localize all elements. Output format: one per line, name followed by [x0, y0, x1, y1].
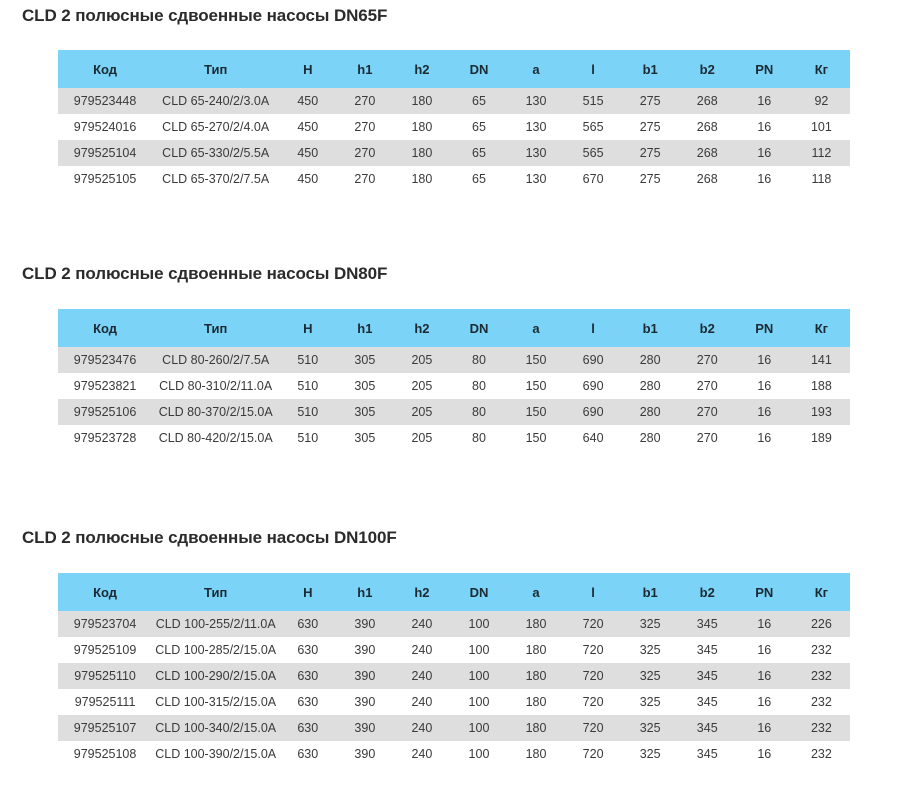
- cell-type: CLD 80-420/2/15.0A: [152, 425, 279, 451]
- table-wrapper-dn100f: [58, 573, 850, 767]
- cell-h1: 390: [336, 663, 393, 689]
- cell-DN: 65: [450, 166, 507, 192]
- table-row: [58, 399, 850, 425]
- cell-a: 180: [508, 689, 565, 715]
- cell-l: 720: [565, 741, 622, 767]
- cell-h1: 305: [336, 425, 393, 451]
- table-row: [58, 166, 850, 192]
- cell-DN: 100: [450, 689, 507, 715]
- cell-code: 979523704: [58, 611, 152, 637]
- cell-b1: 275: [622, 88, 679, 114]
- cell-b1: 280: [622, 425, 679, 451]
- th-b2: b2: [679, 573, 736, 611]
- table-row: [58, 347, 850, 373]
- cell-code: 979525104: [58, 140, 152, 166]
- cell-h1: 305: [336, 399, 393, 425]
- cell-b1: 280: [622, 373, 679, 399]
- cell-l: 690: [565, 373, 622, 399]
- section-dn65f: [0, 6, 897, 192]
- cell-DN: 80: [450, 347, 507, 373]
- th-code: Код: [58, 573, 152, 611]
- cell-b2: 345: [679, 637, 736, 663]
- th-PN: PN: [736, 309, 793, 347]
- th-h1: h1: [336, 309, 393, 347]
- header-row: [58, 50, 850, 88]
- cell-code: 979523821: [58, 373, 152, 399]
- table-body: [58, 88, 850, 192]
- cell-h1: 270: [336, 88, 393, 114]
- cell-PN: 16: [736, 347, 793, 373]
- cell-H: 630: [279, 663, 336, 689]
- cell-code: 979525109: [58, 637, 152, 663]
- cell-DN: 100: [450, 715, 507, 741]
- cell-a: 180: [508, 663, 565, 689]
- cell-h2: 240: [393, 715, 450, 741]
- cell-code: 979525106: [58, 399, 152, 425]
- th-Kr: Кг: [793, 50, 850, 88]
- cell-code: 979523448: [58, 88, 152, 114]
- cell-DN: 100: [450, 611, 507, 637]
- cell-l: 515: [565, 88, 622, 114]
- cell-Kr: 226: [793, 611, 850, 637]
- cell-H: 510: [279, 347, 336, 373]
- section-dn80f: [0, 264, 897, 451]
- cell-code: 979525111: [58, 689, 152, 715]
- th-Kr: Кг: [793, 573, 850, 611]
- cell-PN: 16: [736, 741, 793, 767]
- cell-b2: 268: [679, 140, 736, 166]
- cell-type: CLD 100-255/2/11.0A: [152, 611, 279, 637]
- cell-Kr: 118: [793, 166, 850, 192]
- cell-h1: 270: [336, 166, 393, 192]
- cell-h1: 305: [336, 373, 393, 399]
- cell-Kr: 188: [793, 373, 850, 399]
- cell-l: 640: [565, 425, 622, 451]
- cell-h2: 205: [393, 425, 450, 451]
- cell-PN: 16: [736, 373, 793, 399]
- cell-DN: 100: [450, 637, 507, 663]
- cell-l: 720: [565, 611, 622, 637]
- th-code: Код: [58, 309, 152, 347]
- th-b1: b1: [622, 573, 679, 611]
- cell-l: 565: [565, 140, 622, 166]
- table-head: [58, 573, 850, 611]
- th-b1: b1: [622, 50, 679, 88]
- cell-H: 510: [279, 425, 336, 451]
- cell-H: 510: [279, 399, 336, 425]
- cell-DN: 80: [450, 373, 507, 399]
- cell-PN: 16: [736, 637, 793, 663]
- cell-code: 979525105: [58, 166, 152, 192]
- table-row: [58, 425, 850, 451]
- section-title-dn100f: CLD 2 полюсные сдвоенные насосы DN100F: [22, 528, 397, 547]
- cell-H: 450: [279, 140, 336, 166]
- cell-DN: 65: [450, 88, 507, 114]
- cell-l: 565: [565, 114, 622, 140]
- cell-l: 690: [565, 347, 622, 373]
- cell-DN: 80: [450, 399, 507, 425]
- th-l: l: [565, 573, 622, 611]
- cell-H: 630: [279, 715, 336, 741]
- cell-type: CLD 80-370/2/15.0A: [152, 399, 279, 425]
- cell-PN: 16: [736, 399, 793, 425]
- th-DN: DN: [450, 309, 507, 347]
- cell-type: CLD 65-240/2/3.0A: [152, 88, 279, 114]
- th-h2: h2: [393, 309, 450, 347]
- table-head: [58, 50, 850, 88]
- cell-h2: 180: [393, 88, 450, 114]
- cell-h1: 270: [336, 140, 393, 166]
- th-a: a: [508, 309, 565, 347]
- cell-l: 720: [565, 715, 622, 741]
- th-Kr: Кг: [793, 309, 850, 347]
- th-a: a: [508, 573, 565, 611]
- cell-H: 450: [279, 166, 336, 192]
- cell-b2: 270: [679, 425, 736, 451]
- header-row: [58, 573, 850, 611]
- cell-PN: 16: [736, 689, 793, 715]
- th-DN: DN: [450, 573, 507, 611]
- cell-Kr: 92: [793, 88, 850, 114]
- cell-Kr: 101: [793, 114, 850, 140]
- cell-a: 180: [508, 715, 565, 741]
- cell-h2: 240: [393, 689, 450, 715]
- cell-a: 130: [508, 114, 565, 140]
- cell-h1: 305: [336, 347, 393, 373]
- cell-h1: 390: [336, 715, 393, 741]
- cell-type: CLD 100-390/2/15.0A: [152, 741, 279, 767]
- cell-type: CLD 65-270/2/4.0A: [152, 114, 279, 140]
- cell-Kr: 232: [793, 689, 850, 715]
- cell-b2: 345: [679, 689, 736, 715]
- cell-type: CLD 100-340/2/15.0A: [152, 715, 279, 741]
- cell-l: 720: [565, 637, 622, 663]
- th-PN: PN: [736, 50, 793, 88]
- section-title-dn65f: CLD 2 полюсные сдвоенные насосы DN65F: [22, 6, 388, 25]
- th-h1: h1: [336, 50, 393, 88]
- cell-Kr: 232: [793, 663, 850, 689]
- cell-type: CLD 80-310/2/11.0A: [152, 373, 279, 399]
- cell-b1: 280: [622, 347, 679, 373]
- th-H: H: [279, 50, 336, 88]
- cell-l: 670: [565, 166, 622, 192]
- th-H: H: [279, 573, 336, 611]
- cell-h2: 205: [393, 399, 450, 425]
- cell-a: 180: [508, 611, 565, 637]
- cell-type: CLD 100-290/2/15.0A: [152, 663, 279, 689]
- cell-H: 630: [279, 741, 336, 767]
- cell-type: CLD 65-330/2/5.5A: [152, 140, 279, 166]
- table-wrapper-dn80f: [58, 309, 850, 451]
- th-b1: b1: [622, 309, 679, 347]
- section-dn100f: [0, 528, 897, 767]
- cell-code: 979523476: [58, 347, 152, 373]
- spec-table-dn80f: [58, 309, 850, 451]
- th-DN: DN: [450, 50, 507, 88]
- cell-PN: 16: [736, 425, 793, 451]
- th-PN: PN: [736, 573, 793, 611]
- th-h2: h2: [393, 573, 450, 611]
- cell-type: CLD 100-315/2/15.0A: [152, 689, 279, 715]
- table-head: [58, 309, 850, 347]
- cell-a: 130: [508, 166, 565, 192]
- cell-l: 720: [565, 689, 622, 715]
- cell-h2: 240: [393, 611, 450, 637]
- cell-PN: 16: [736, 166, 793, 192]
- th-b2: b2: [679, 309, 736, 347]
- cell-DN: 100: [450, 741, 507, 767]
- cell-a: 180: [508, 741, 565, 767]
- cell-PN: 16: [736, 114, 793, 140]
- th-l: l: [565, 50, 622, 88]
- th-type: Тип: [152, 573, 279, 611]
- cell-b2: 345: [679, 611, 736, 637]
- th-H: H: [279, 309, 336, 347]
- cell-b1: 325: [622, 663, 679, 689]
- cell-PN: 16: [736, 611, 793, 637]
- table-row: [58, 373, 850, 399]
- th-b2: b2: [679, 50, 736, 88]
- cell-b1: 280: [622, 399, 679, 425]
- cell-b1: 325: [622, 611, 679, 637]
- cell-b2: 268: [679, 88, 736, 114]
- header-row: [58, 309, 850, 347]
- cell-h2: 180: [393, 166, 450, 192]
- th-h2: h2: [393, 50, 450, 88]
- cell-h1: 390: [336, 741, 393, 767]
- th-type: Тип: [152, 50, 279, 88]
- cell-Kr: 141: [793, 347, 850, 373]
- cell-b2: 345: [679, 741, 736, 767]
- cell-h1: 270: [336, 114, 393, 140]
- cell-Kr: 193: [793, 399, 850, 425]
- cell-b2: 345: [679, 715, 736, 741]
- cell-type: CLD 80-260/2/7.5A: [152, 347, 279, 373]
- cell-code: 979525108: [58, 741, 152, 767]
- cell-l: 720: [565, 663, 622, 689]
- cell-type: CLD 100-285/2/15.0A: [152, 637, 279, 663]
- cell-b1: 275: [622, 114, 679, 140]
- table-row: [58, 689, 850, 715]
- table-row: [58, 611, 850, 637]
- th-type: Тип: [152, 309, 279, 347]
- cell-b2: 270: [679, 399, 736, 425]
- cell-b2: 345: [679, 663, 736, 689]
- cell-b1: 325: [622, 689, 679, 715]
- cell-Kr: 189: [793, 425, 850, 451]
- cell-DN: 100: [450, 663, 507, 689]
- th-a: a: [508, 50, 565, 88]
- cell-Kr: 232: [793, 715, 850, 741]
- cell-code: 979524016: [58, 114, 152, 140]
- cell-DN: 65: [450, 140, 507, 166]
- table-row: [58, 637, 850, 663]
- cell-code: 979525107: [58, 715, 152, 741]
- cell-H: 510: [279, 373, 336, 399]
- table-row: [58, 114, 850, 140]
- cell-a: 150: [508, 425, 565, 451]
- table-body: [58, 611, 850, 767]
- cell-code: 979525110: [58, 663, 152, 689]
- table-row: [58, 715, 850, 741]
- table-body: [58, 347, 850, 451]
- cell-b1: 275: [622, 140, 679, 166]
- th-code: Код: [58, 50, 152, 88]
- cell-a: 150: [508, 347, 565, 373]
- cell-b1: 325: [622, 715, 679, 741]
- cell-a: 180: [508, 637, 565, 663]
- cell-code: 979523728: [58, 425, 152, 451]
- cell-a: 130: [508, 140, 565, 166]
- table-row: [58, 140, 850, 166]
- cell-Kr: 112: [793, 140, 850, 166]
- table-row: [58, 741, 850, 767]
- cell-PN: 16: [736, 715, 793, 741]
- cell-a: 150: [508, 373, 565, 399]
- cell-DN: 80: [450, 425, 507, 451]
- cell-a: 130: [508, 88, 565, 114]
- cell-h2: 180: [393, 114, 450, 140]
- cell-l: 690: [565, 399, 622, 425]
- cell-H: 630: [279, 689, 336, 715]
- cell-h2: 180: [393, 140, 450, 166]
- table-wrapper-dn65f: [58, 50, 850, 192]
- cell-DN: 65: [450, 114, 507, 140]
- cell-h2: 240: [393, 637, 450, 663]
- cell-a: 150: [508, 399, 565, 425]
- cell-b1: 325: [622, 741, 679, 767]
- cell-PN: 16: [736, 140, 793, 166]
- cell-h1: 390: [336, 689, 393, 715]
- spec-table-dn100f: [58, 573, 850, 767]
- section-title-dn80f: CLD 2 полюсные сдвоенные насосы DN80F: [22, 264, 388, 283]
- cell-H: 630: [279, 637, 336, 663]
- cell-PN: 16: [736, 663, 793, 689]
- table-row: [58, 88, 850, 114]
- cell-b2: 270: [679, 373, 736, 399]
- cell-b2: 268: [679, 114, 736, 140]
- cell-Kr: 232: [793, 741, 850, 767]
- cell-h1: 390: [336, 637, 393, 663]
- cell-Kr: 232: [793, 637, 850, 663]
- table-row: [58, 663, 850, 689]
- th-l: l: [565, 309, 622, 347]
- spec-table-dn65f: [58, 50, 850, 192]
- cell-PN: 16: [736, 88, 793, 114]
- cell-H: 450: [279, 88, 336, 114]
- cell-H: 450: [279, 114, 336, 140]
- cell-type: CLD 65-370/2/7.5A: [152, 166, 279, 192]
- th-h1: h1: [336, 573, 393, 611]
- cell-b2: 270: [679, 347, 736, 373]
- cell-h1: 390: [336, 611, 393, 637]
- cell-h2: 240: [393, 663, 450, 689]
- cell-b2: 268: [679, 166, 736, 192]
- cell-b1: 275: [622, 166, 679, 192]
- cell-h2: 205: [393, 373, 450, 399]
- cell-h2: 205: [393, 347, 450, 373]
- cell-h2: 240: [393, 741, 450, 767]
- cell-b1: 325: [622, 637, 679, 663]
- cell-H: 630: [279, 611, 336, 637]
